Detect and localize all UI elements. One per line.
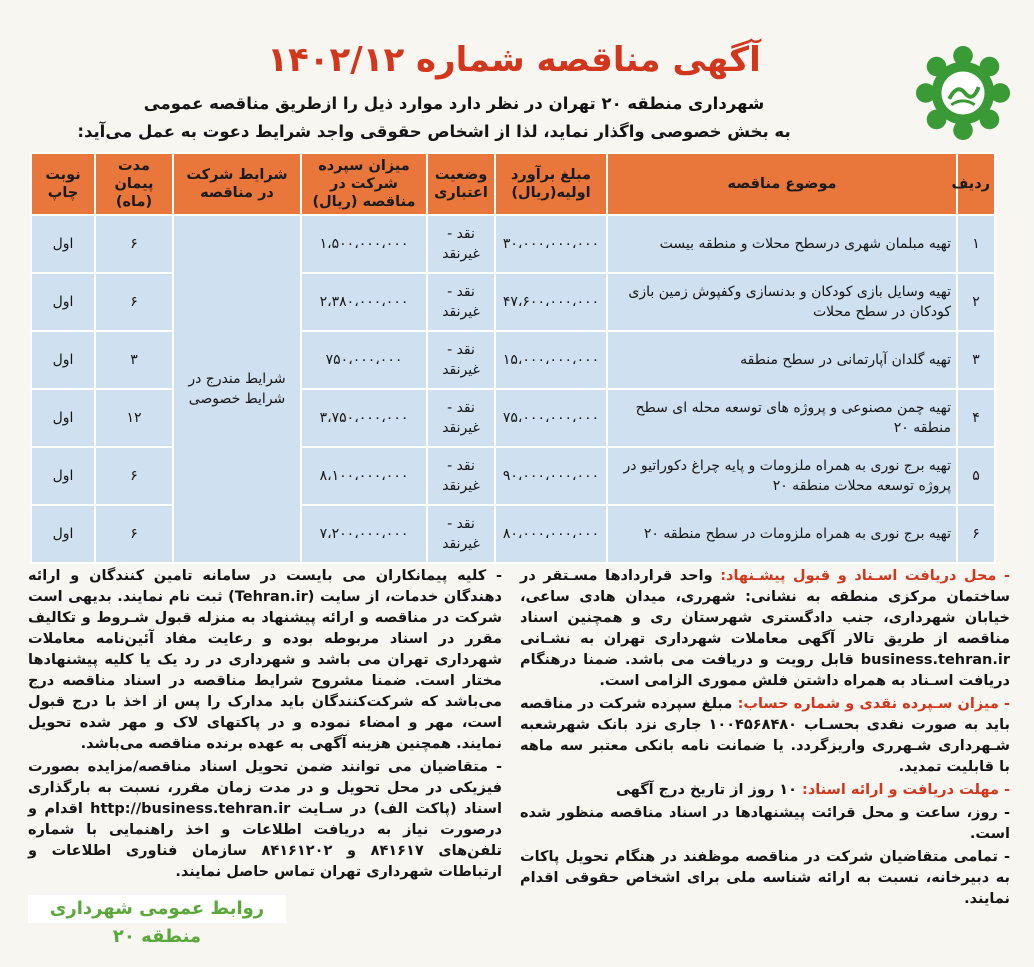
cell-credit: نقد - غیرنقد [427, 331, 495, 389]
public-relations-banner: روابط عمومی شهرداری منطقه ۲۰ [28, 895, 286, 923]
cell-row-no: ۶ [957, 505, 995, 563]
header-estimate: مبلغ برآورد اولیه(ریال) [495, 153, 607, 215]
terms-text: ثبت نام نمایند. بدیهی است شرکت در مناقصه و ارائه پیشنهاد به منزله قبول شـروط و تکالیف مقرر در اسناد مربوطه بوده و رعایت مفاد آئین‌نامه معاملات شهرداری تهران می باشد و شهرداری در رد یک یا کلیه پیشنهادها مختار است. ضمنا مشروح شرایط مناقصه در اسناد مناقصه درج می‌باشد که شرکت‌کنندگان باید مدارک را پس از اخذ با درج قبول است، مهر و امضاء نموده و در پاکتهای لاک و مهر شده تحویل نمایند. همچنین هزینه آگهی به عهده برنده مناقصه می‌باشد. [28, 589, 502, 752]
terms-text: ۱۰ روز از تاریخ درج آگهی [615, 782, 803, 798]
cell-subject: تهیه گلدان آپارتمانی در سطح منطقه [607, 331, 957, 389]
notice-title-main: آگهی مناقصه [536, 40, 761, 80]
terms-label: - محل دریافت اسـناد و قبول پیشـنهاد: [720, 568, 1010, 584]
intro-line-2: به بخش خصوصی واگذار نماید، لذا از اشخاص حقوقی واجد شرایط دعوت به عمل می‌آید: [77, 122, 791, 141]
left-column-terms [28, 566, 502, 885]
intro-line-1 [24, 94, 884, 113]
cell-duration: ۶ [95, 447, 173, 505]
tender-table-wrapper [32, 152, 996, 560]
header-duration: مدت پیمان (ماه) [95, 153, 173, 215]
cell-estimate: ۹۰،۰۰۰،۰۰۰،۰۰۰ [495, 447, 607, 505]
cell-print: اول [31, 505, 95, 563]
terms-text: - متقاضیان می توانند ضمن تحویل اسناد مناقصه/مزایده بصورت فیزیکی در محل تحویل و در مدت زمان مقرر، نسبت به بارگذاری اسناد (پاکت الف) در سـایت [28, 759, 503, 817]
terms-electronic-submission [28, 757, 502, 883]
cell-duration: ۶ [95, 215, 173, 273]
terms-deadline [520, 780, 1010, 801]
notice-title-number: شماره ۱۴۰۲/۱۲ [267, 40, 525, 80]
header-print: نوبت چاپ [31, 153, 95, 215]
cell-duration: ۳ [95, 331, 173, 389]
cell-credit: نقد - غیرنقد [427, 273, 495, 331]
right-column-terms [520, 566, 1010, 912]
cell-estimate: ۸۰،۰۰۰،۰۰۰،۰۰۰ [495, 505, 607, 563]
cell-deposit: ۸،۱۰۰،۰۰۰،۰۰۰ [301, 447, 427, 505]
cell-conditions: شرایط مندرج در شرایط خصوصی [173, 215, 301, 563]
header-credit: وضعیت اعتباری [427, 153, 495, 215]
cell-deposit: ۱،۵۰۰،۰۰۰،۰۰۰ [301, 215, 427, 273]
cell-row-no: ۵ [957, 447, 995, 505]
terms-text: اقدام و درصورت نیاز به دریافت اطلاعات و اخذ راهنمایی با شماره تلفن‌های ۸۴۱۶۱۷ و ۸۴۱۶۱۲۰۲ سازمان فناوری اطلاعات و ارتباطات شهرداری تهران تماس حاصل نمایند. [28, 801, 502, 880]
cell-estimate: ۷۵،۰۰۰،۰۰۰،۰۰۰ [495, 389, 607, 447]
notice-title [234, 38, 794, 82]
terms-text: - کلیه پیمانکاران می بایست در سامانه تامین کنندگان و ارائه دهندگان خدمات، از سایت [28, 568, 502, 605]
cell-estimate: ۳۰،۰۰۰،۰۰۰،۰۰۰ [495, 215, 607, 273]
terms-text: مبلغ سپرده شرکت در مناقصه باید به صورت نقدی بحسـاب ۱۰۰۴۵۶۸۴۸۰ جاری نزد بانک شهرشعبه شـهرداری شـهرری واریزگردد. یا ضمانت نامه بانکی معتبر سه ماهه با قابلیت تمدید. [520, 696, 1010, 775]
cell-deposit: ۷۵۰،۰۰۰،۰۰۰ [301, 331, 427, 389]
cell-subject: تهیه مبلمان شهری درسطح محلات و منطقه بیست [607, 215, 957, 273]
terms-text: قابل رویت و دریافت می باشد. ضمنا درهنگام دریافت اسـناد به همراه داشتن فلش مموری الزامی است. [520, 652, 1010, 689]
cell-estimate: ۱۵،۰۰۰،۰۰۰،۰۰۰ [495, 331, 607, 389]
cell-print: اول [31, 389, 95, 447]
cell-print: اول [31, 447, 95, 505]
business-site-link[interactable]: business.tehran.ir [860, 652, 1010, 668]
cell-subject: تهیه برج نوری به همراه ملزومات در سطح منطقه ۲۰ [607, 505, 957, 563]
cell-subject: تهیه چمن مصنوعی و پروژه های توسعه محله ای سطح منطقه ۲۰ [607, 389, 957, 447]
cell-credit: نقد - غیرنقد [427, 215, 495, 273]
cell-row-no: ۲ [957, 273, 995, 331]
terms-documents-location [520, 566, 1010, 692]
intro-organization: شهرداری منطقه ۲۰ تهران [548, 94, 765, 113]
cell-subject: تهیه وسایل بازی کودکان و بدنسازی وکفپوش زمین بازی کودکان در سطح محلات [607, 273, 957, 331]
cell-credit: نقد - غیرنقد [427, 389, 495, 447]
cell-credit: نقد - غیرنقد [427, 505, 495, 563]
cell-row-no: ۴ [957, 389, 995, 447]
tender-table [30, 152, 996, 564]
terms-label: - مهلت دریافت و ارائه اسناد: [802, 782, 1010, 798]
cell-deposit: ۷،۲۰۰،۰۰۰،۰۰۰ [301, 505, 427, 563]
business-url-link[interactable]: http://business.tehran.ir [90, 801, 291, 817]
cell-estimate: ۴۷،۶۰۰،۰۰۰،۰۰۰ [495, 273, 607, 331]
terms-contractor-registration [28, 566, 502, 755]
cell-deposit: ۲،۳۸۰،۰۰۰،۰۰۰ [301, 273, 427, 331]
terms-deposit-account [520, 694, 1010, 778]
terms-label: - میزان سـپرده نقدی و شماره حساب: [737, 696, 1010, 712]
cell-credit: نقد - غیرنقد [427, 447, 495, 505]
tehran-site-link[interactable]: (Tehran.ir) [228, 589, 315, 605]
header-conditions: شرایط شرکت در مناقصه [173, 153, 301, 215]
tehran-municipality-logo-icon [914, 44, 1012, 142]
terms-national-id: - تمامی متقاضیان شرکت در مناقصه موظفند در هنگام تحویل پاکات به دبیرخانه، نسبت به ارائه شناسه ملی برای اشخاص حقوقی اقدام نمایند. [520, 849, 1010, 907]
header-deposit: میزان سپرده شرکت در مناقصه (ریال) [301, 153, 427, 215]
cell-duration: ۱۲ [95, 389, 173, 447]
cell-duration: ۶ [95, 505, 173, 563]
cell-duration: ۶ [95, 273, 173, 331]
cell-row-no: ۳ [957, 331, 995, 389]
table-header-row [31, 153, 995, 215]
terms-text: واحد قراردادها مسـتقر در ساختمان مرکزی منطقه به نشانی: شهرری، میدان هادی ساعی، خیابان شهرداری، جنب دادگستری شهرستان ری و همچنین اسناد مناقصه از طریق تالار آگهی معاملات شهرداری تهران به نشـانی [520, 568, 1010, 647]
terms-opening: - روز، ساعت و محل قرائت پیشنهادها در اسناد مناقصه منظور شده است. [520, 805, 1010, 842]
cell-print: اول [31, 331, 95, 389]
cell-print: اول [31, 273, 95, 331]
intro-line-1-text: در نظر دارد موارد ذیل را ازطریق مناقصه عمومی [143, 94, 549, 113]
header-subject: موضوع مناقصه [607, 153, 957, 215]
cell-subject: تهیه برج نوری به همراه ملزومات و پایه چراغ دکوراتیو در پروژه توسعه محلات منطقه ۲۰ [607, 447, 957, 505]
header-row-no: ردیف [957, 153, 995, 215]
cell-deposit: ۳،۷۵۰،۰۰۰،۰۰۰ [301, 389, 427, 447]
cell-row-no: ۱ [957, 215, 995, 273]
cell-print: اول [31, 215, 95, 273]
table-row [31, 215, 995, 273]
